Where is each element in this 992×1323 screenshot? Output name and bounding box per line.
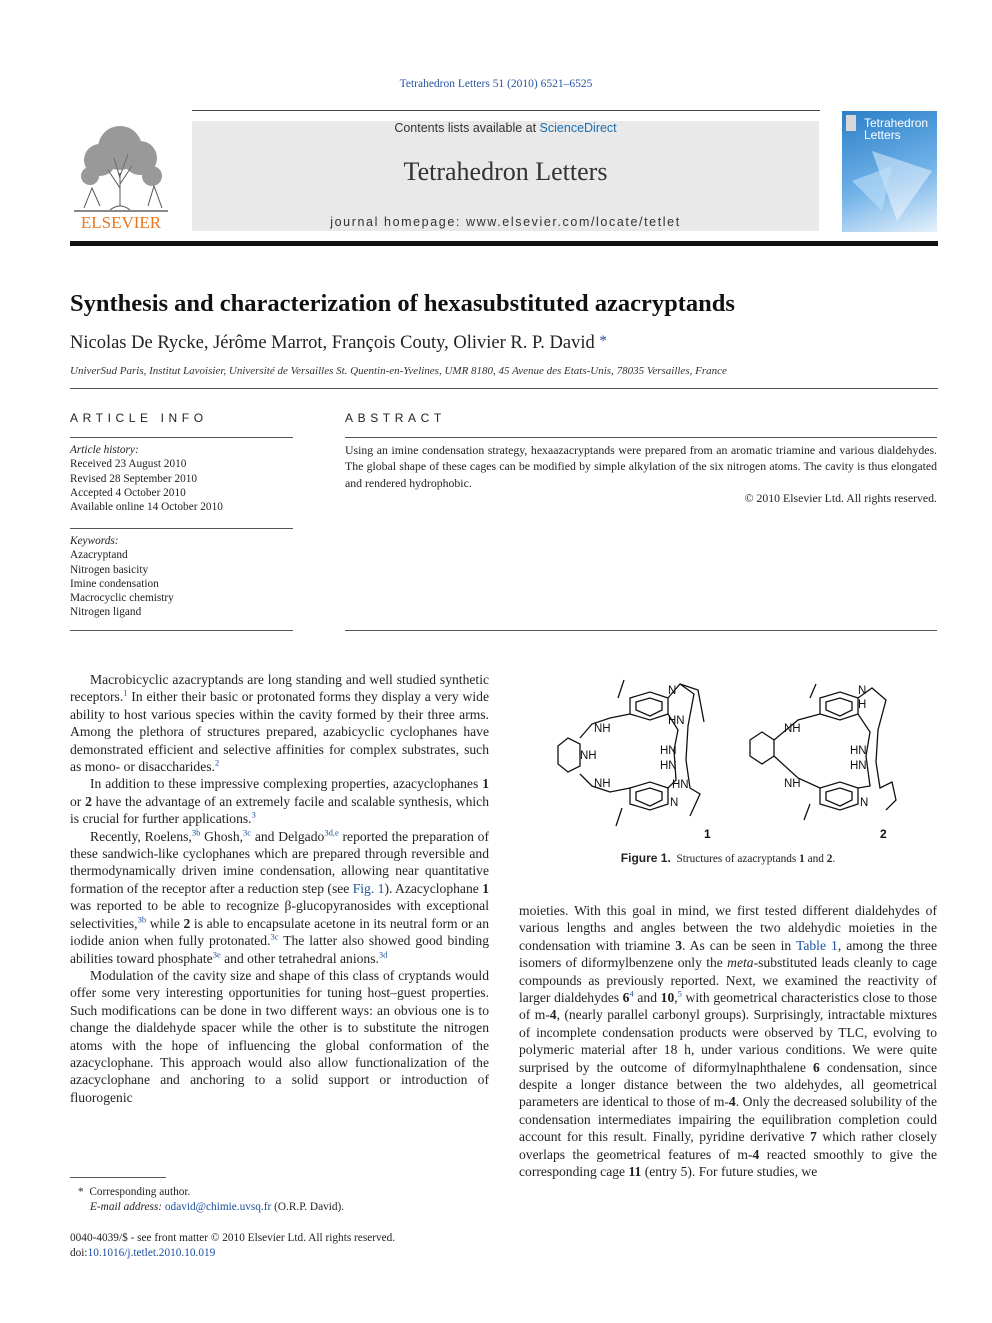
journal-name: Tetrahedron Letters (403, 157, 608, 186)
keyword: Nitrogen basicity (70, 563, 149, 576)
history-item: Available online 14 October 2010 (70, 501, 223, 514)
abstract-rule (345, 437, 937, 438)
atom-label: H (858, 699, 867, 711)
ref-link[interactable]: 3e (212, 948, 221, 959)
keyword: Imine condensation (70, 577, 159, 590)
sciencedirect-link[interactable]: ScienceDirect (539, 121, 617, 135)
figure-1-caption: Figure 1. Structures of azacryptands 1 and 2. (620, 851, 836, 865)
ref-link[interactable]: 2 (214, 757, 220, 768)
atom-label: NH (784, 778, 801, 790)
title-rule (70, 388, 938, 389)
abstract-text: Using an imine condensation strategy, hexaazacryptands were prepared from an aromatic triamine and various dialdehydes. The global shape of these cages can be modified by simple alkylation of the six nitrogen atoms. The cavity is thus elongated and rendered hydrophobic. (345, 443, 937, 490)
azacryptand-2-drawing (750, 684, 896, 820)
keyword: Nitrogen ligand (70, 606, 142, 619)
paragraph: Recently, Roelens,$^{3b}$ Ghosh,$^{3c}$ and Delgado$^{3d,e}$ reported the preparation of these sandwich-like cyclophanes which are prepared through reversible and thermodynamically driven imine condensation, allowing near quantitative formation of the receptor after a reduction step (see Fig. 1). Azacyclophane 1 was reported to be able to recognize β-glucopyranosides with exceptional selectivities,$^{3b}$ while 2 is able to encapsulate acetone in its neutral form or an iodide anion when fully protonated.$^{3c}$ The latter also showed good binding abilities toward phosphate$^{3e}$ and other tetrahedral anions.$^{3d}$ (70, 827, 490, 966)
header-thick-rule (70, 241, 938, 246)
history-item: Received 23 August 2010 (70, 458, 187, 471)
ref-link[interactable]: 3c (270, 931, 279, 942)
header-rule (192, 110, 820, 111)
history-item: Revised 28 September 2010 (70, 472, 198, 485)
atom-label: N (860, 797, 869, 809)
atom-label: HN (850, 760, 867, 772)
abstract-copyright: © 2010 Elsevier Ltd. All rights reserved. (744, 491, 937, 505)
compound-label: 2 (880, 827, 887, 841)
email-link[interactable]: odavid@chimie.uvsq.fr (164, 1200, 272, 1213)
article-title: Synthesis and characterization of hexasubstituted azacryptands (70, 290, 735, 317)
journal-homepage[interactable]: journal homepage: www.elsevier.com/locate/tetlet (330, 215, 681, 229)
history-item: Accepted 4 October 2010 (70, 486, 186, 499)
article-info-heading: ARTICLE INFO (70, 411, 208, 425)
atom-label: N (668, 685, 677, 697)
abstract-rule (345, 630, 937, 631)
atom-label: N (858, 685, 867, 697)
elsevier-logo[interactable] (70, 118, 172, 233)
doi-link[interactable]: 10.1016/j.tetlet.2010.10.019 (87, 1246, 216, 1259)
ref-link[interactable]: 3d,e (324, 827, 339, 838)
paragraph: Macrobicyclic azacryptands are long standing and well studied synthetic receptors.$^1$ In either their basic or protonated forms they display a very wide ability to host various species within the cavity formed by their three arms. Among the plethora of structures prepared, azabicyclic cyclophanes have demonstrated efficient and selective affinities for complex substrates, such as mono- or disaccharides.$^2$ (70, 672, 489, 775)
elsevier-tree-icon (70, 118, 172, 233)
journal-masthead (192, 121, 819, 231)
atom-label: NH (594, 723, 611, 735)
atom-label: HN (672, 779, 689, 791)
publisher-wordmark: ELSEVIER (80, 213, 162, 232)
body-left-column (70, 671, 489, 1106)
paragraph: Modulation of the cavity size and shape of this class of cryptands would offer some very interesting opportunities for tuning host–guest properties. Such modifications can be done in two different ways: an obvious one is to change the dialdehyde spacer while the other is to substitute the nitrogen atoms with the hope of influencing the global conformation of the azacyclophane. This approach would also allow functionalization of the azacyclophane and anchoring to a solid support or introduction of fluorogenic (70, 967, 489, 1105)
article-history: Article history: Received 23 August 2010 Revised 28 September 2010 Accepted 4 October 2010 Available online 14 October 2010 (70, 443, 293, 514)
compound-label: 1 (704, 827, 711, 841)
keyword: Azacryptand (70, 549, 128, 562)
affiliation: UniverSud Paris, Institut Lavoisier, Université de Versailles St. Quentin-en-Yvelines, UMR 8180, 45 Avenue des Etats-Unis, 78035 Versailles, France (70, 365, 727, 377)
body-right-column (519, 902, 937, 1181)
figure-1-structures (540, 670, 940, 845)
corresponding-author-footnote: * Corresponding author. E-mail address: odavid@chimie.uvsq.fr (O.R.P. David). (78, 1186, 345, 1213)
ref-link[interactable]: 3b (191, 827, 201, 838)
atom-label: HN (850, 745, 867, 757)
atom-label: NH (580, 750, 597, 762)
journal-cover[interactable] (842, 111, 937, 232)
issn-doi-block (70, 1231, 489, 1260)
cover-title: Tetrahedron Letters (864, 116, 929, 142)
ref-link[interactable]: 4 (629, 988, 634, 999)
corresponding-author-mark[interactable]: * (599, 333, 607, 349)
ref-link[interactable]: 3 (251, 809, 256, 820)
issn-line: 0040-4039/$ - see front matter © 2010 Elsevier Ltd. All rights reserved. (70, 1232, 396, 1244)
atom-label: N (670, 797, 679, 809)
keywords: Keywords: Azacryptand Nitrogen basicity Imine condensation Macrocyclic chemistry Nitrogen ligand (70, 534, 293, 620)
info-rule (70, 437, 293, 438)
paragraph: In addition to these impressive complexing properties, azacyclophanes 1 or 2 have the advantage of an extremely facile and scalable synthesis, which is crucial for further applications.$^3$ (70, 776, 489, 827)
ref-link[interactable]: 1 (123, 687, 128, 698)
abstract-heading: ABSTRACT (345, 411, 446, 425)
journal-citation[interactable]: Tetrahedron Letters 51 (2010) 6521–6525 (399, 78, 593, 90)
atom-label: NH (594, 778, 611, 790)
doi-line: doi:10.1016/j.tetlet.2010.10.019 (70, 1246, 216, 1259)
footnote-rule (70, 1177, 166, 1178)
table-link[interactable]: Table 1 (796, 937, 838, 953)
ref-link[interactable]: 3b (137, 914, 147, 925)
author-list: Nicolas De Rycke, Jérôme Marrot, François Couty, Olivier R. P. David * (70, 333, 607, 353)
ref-link[interactable]: 3c (243, 827, 252, 838)
atom-label: NH (784, 723, 801, 735)
atom-label: HN (668, 715, 685, 727)
figure-link[interactable]: Fig. 1 (352, 880, 385, 896)
keyword: Macrocyclic chemistry (70, 592, 174, 605)
ref-link[interactable]: 3d (378, 948, 388, 959)
info-rule (70, 528, 293, 529)
ref-link[interactable]: 5 (677, 988, 682, 999)
info-rule (70, 630, 293, 631)
atom-label: HN (660, 760, 677, 772)
contents-line: Contents lists available at ScienceDirect (394, 121, 617, 135)
atom-label: HN (660, 745, 677, 757)
paragraph: moieties. With this goal in mind, we first tested different dialdehydes of various lengths and angles between the two aldehydic moieties in the condensation with triamine 3. As can be seen in Table 1, among the three isomers of diformylbenzene only the meta-substituted leads cleanly to cage compounds as previously reported. Next, we examined the reactivity of larger dialdehydes $6^4$ and 10,$^5$ with geometrical characteristics close to those of m-4, (nearly parallel carbonyl groups). Surprisingly, intractable mixtures of incomplete condensation products were observed by TLC, evolving to polymeric material after 18 h, under various conditions. We were quite surprised by the outcome of diformylnaphthalene 6 condensation, since despite a longer distance between the two aldehydes, all geometrical parameters are identical to those of m-4. Only the decreased solubility of the condensation intermediates impairing the equilibration completion could account for this result. Finally, pyridine derivative 7 which rather closely overlaps the geometrical features of m-4 reacted smoothly to give the corresponding cage 11 (entry 5). For future studies, we (519, 903, 938, 1180)
